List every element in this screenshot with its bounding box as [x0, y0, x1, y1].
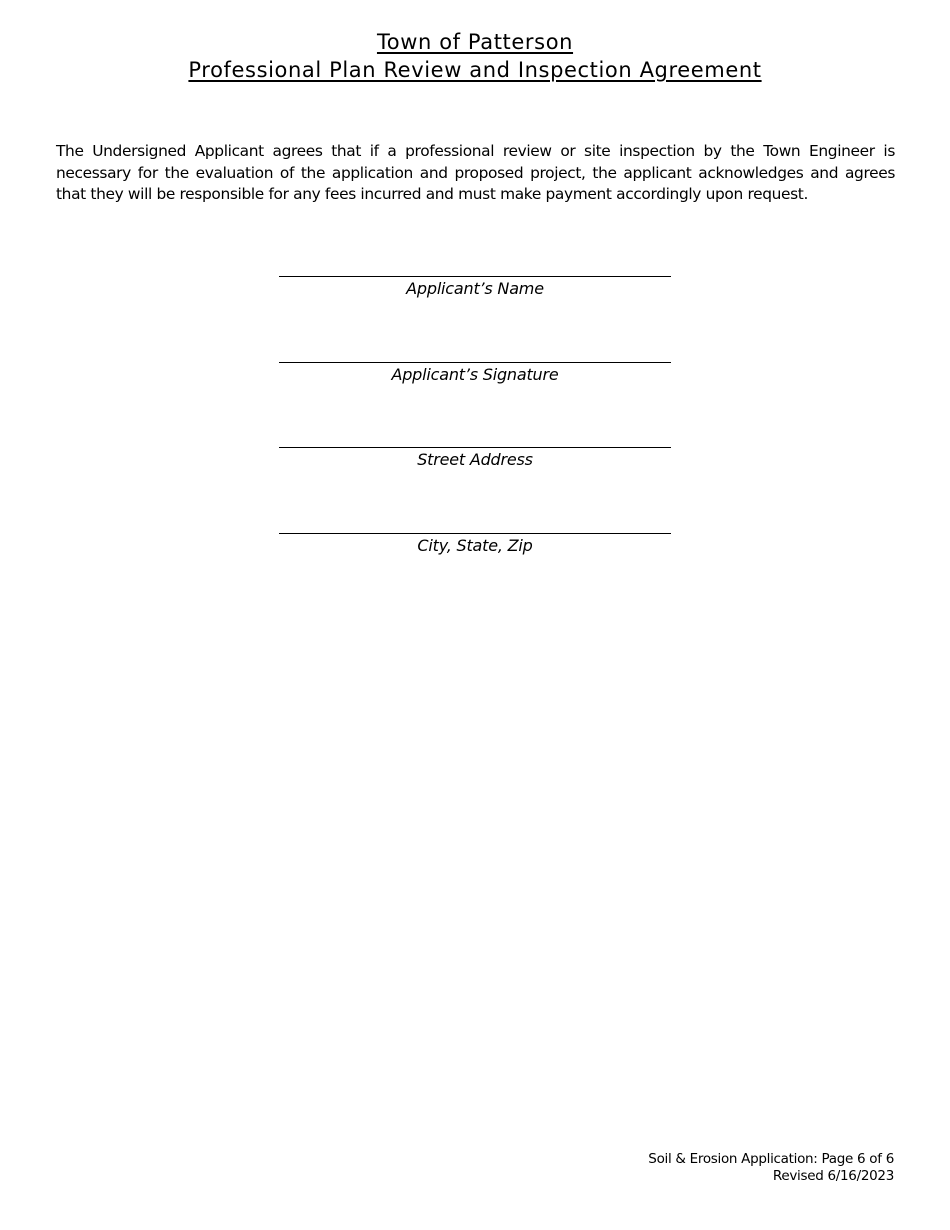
document-header	[0, 28, 950, 84]
city-state-zip-field[interactable]	[279, 533, 671, 557]
page-footer	[648, 1151, 894, 1185]
agreement-text: The Undersigned Applicant agrees that if a professional review or site inspection by the Town Engineer is necessary for the evaluation of the application and proposed project, the applicant acknowledges and agrees that they will be responsible for any fees incurred and must make payment accordingly upon request.	[56, 142, 895, 203]
city-state-zip-label: City, State, Zip	[417, 536, 533, 555]
street-address-line[interactable]	[279, 447, 671, 448]
street-address-field[interactable]	[279, 447, 671, 471]
street-address-label: Street Address	[417, 450, 533, 469]
applicant-signature-line[interactable]	[279, 362, 671, 363]
applicant-name-field[interactable]	[279, 276, 671, 300]
applicant-name-label: Applicant’s Name	[406, 279, 544, 298]
footer-page-info: Soil & Erosion Application: Page 6 of 6	[648, 1151, 894, 1167]
footer-revised-date: Revised 6/16/2023	[772, 1168, 894, 1184]
applicant-signature-label: Applicant’s Signature	[391, 365, 559, 384]
document-subtitle: Professional Plan Review and Inspection Agreement	[188, 58, 762, 82]
document-title: Town of Patterson	[376, 30, 574, 54]
city-state-zip-line[interactable]	[279, 533, 671, 534]
applicant-signature-field[interactable]	[279, 362, 671, 386]
applicant-name-line[interactable]	[279, 276, 671, 277]
